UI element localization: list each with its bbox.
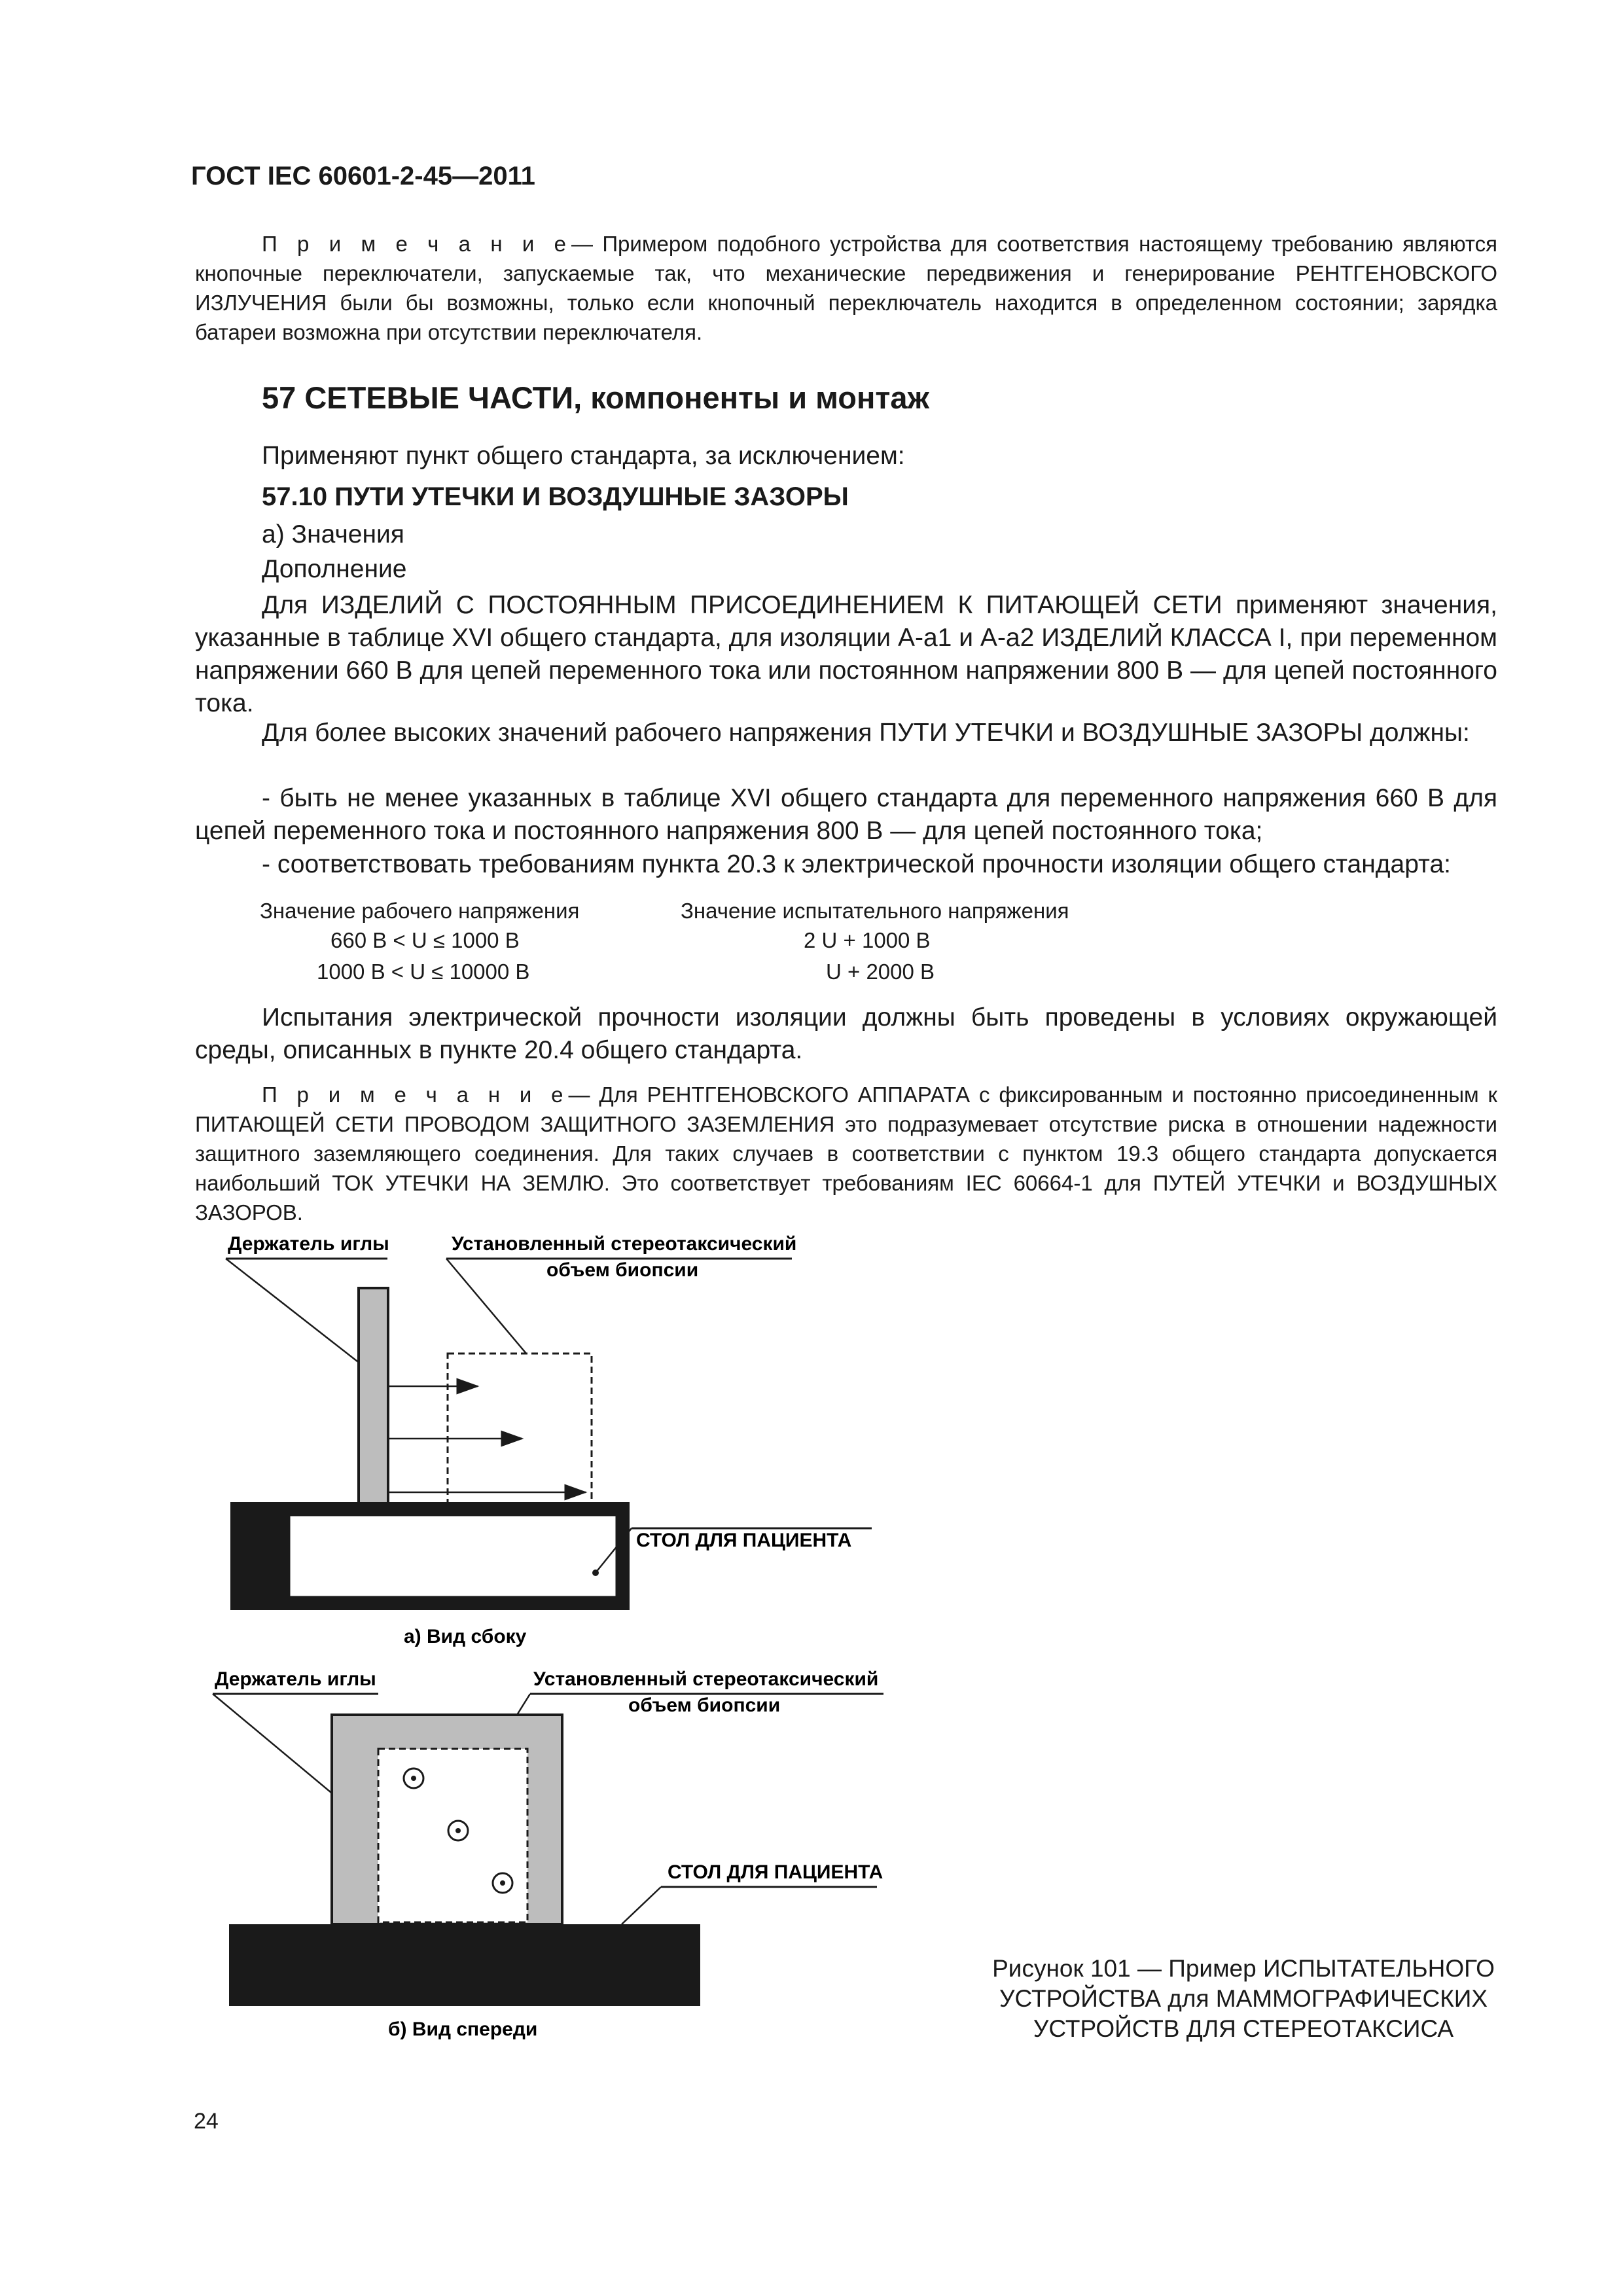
note-paragraph-2 — [195, 1080, 1497, 1227]
needle-holder-label: Держатель иглы — [228, 1233, 389, 1255]
paragraph-3: Испытания электрической прочности изоляции должны быть проведены в условиях окружающей среды, описанных в пункте 20.4 общего стандарта. — [195, 1003, 1497, 1064]
biopsy-volume — [378, 1749, 527, 1922]
table-label: СТОЛ ДЛЯ ПАЦИЕНТА — [668, 1861, 883, 1883]
figure-title-line3: УСТРОЙСТВ ДЛЯ СТЕРЕОТАКСИСА — [1033, 2015, 1454, 2042]
paragraph-2: Для более высоких значений рабочего напряжения ПУТИ УТЕЧКИ и ВОЗДУШНЫЕ ЗАЗОРЫ должны: — [262, 719, 1470, 747]
patient-table-inner — [289, 1515, 616, 1597]
table-leader — [622, 1887, 661, 1924]
table-col1-header: Значение рабочего напряжения — [260, 899, 580, 923]
front-view-caption: б) Вид спереди — [388, 2018, 538, 2040]
figure-title-line1: Рисунок 101 — Пример ИСПЫТАТЕЛЬНОГО — [992, 1955, 1495, 1982]
paragraph-1: Для ИЗДЕЛИЙ С ПОСТОЯННЫМ ПРИСОЕДИНЕНИЕМ К ПИТАЮЩЕЙ СЕТИ применяют значения, указанные в таблице XVI общего стандарта, для изоляции А-а1 и А-а2 ИЗДЕЛИЙ КЛАССА I, при переменном напряжении 660 В для цепей переменного тока или постоянном напряжении 800 В — для цепей постоянного тока. — [195, 591, 1497, 717]
volume-label-line1: Установленный стереотаксический — [533, 1668, 879, 1690]
patient-table — [229, 1924, 700, 2006]
section-5710-heading: 57.10 ПУТИ УТЕЧКИ И ВОЗДУШНЫЕ ЗАЗОРЫ — [262, 482, 849, 511]
volume-label-line2: объем биопсии — [546, 1259, 699, 1281]
page-number: 24 — [194, 2109, 219, 2134]
table-row-2-working: 1000 В < U ≤ 10000 В — [317, 960, 530, 984]
bullet-2: - соответствовать требованиям пункта 20.3 к электрической прочности изоляции общего стандарта: — [262, 850, 1451, 878]
section-57-heading: 57 СЕТЕВЫЕ ЧАСТИ, компоненты и монтаж — [262, 380, 929, 415]
side-view-caption: а) Вид сбоку — [404, 1626, 527, 1647]
figure-side-view — [216, 1230, 910, 1649]
figure-title — [916, 1954, 1571, 2044]
item-a: а) Значения — [262, 520, 404, 548]
note-text: — Примером подобного устройства для соответствия настоящему требованию являются кнопочные переключатели, запускаемые так, что механические передвижения и генерирование РЕНТГЕНОВСКОГО ИЗЛУЧЕНИЯ были бы возможны, только если кнопочный переключатель находится в определенном состоянии; зарядка батареи возможна при отсутствии переключателя. — [195, 232, 1497, 344]
volume-label-line1: Установленный стереотаксический — [452, 1233, 797, 1255]
volume-label-line2: объем биопсии — [628, 1695, 781, 1716]
note-label: П р и м е ч а н и е — [262, 1083, 569, 1107]
table-row-1-working: 660 В < U ≤ 1000 В — [330, 928, 520, 952]
needle-holder-label: Держатель иглы — [215, 1668, 376, 1690]
note-label: П р и м е ч а н и е — [262, 232, 571, 256]
table-row-2-test: U + 2000 В — [826, 960, 935, 984]
bullet-1: - быть не менее указанных в таблице XVI общего стандарта для переменного напряжения 660 В для цепей переменного тока и постоянного напряжения 800 В — для цепей постоянного тока; — [195, 784, 1497, 845]
table-col2-header: Значение испытательного напряжения — [681, 899, 1069, 923]
volume-leader — [446, 1259, 530, 1358]
addition-label: Дополнение — [262, 555, 407, 583]
document-header: ГОСТ IEC 60601-2-45—2011 — [191, 162, 535, 190]
note-paragraph-1 — [195, 229, 1497, 347]
table-row-1-test: 2 U + 1000 В — [804, 928, 931, 952]
table-label: СТОЛ ДЛЯ ПАЦИЕНТА — [636, 1530, 852, 1551]
figure-title-line2: УСТРОЙСТВА для МАММОГРАФИЧЕСКИХ — [999, 1985, 1488, 2012]
note-text: — Для РЕНТГЕНОВСКОГО АППАРАТА с фиксированным и постоянно присоединенным к ПИТАЮЩЕЙ СЕТИ ПРОВОДОМ ЗАЩИТНОГО ЗАЗЕМЛЕНИЯ это подразумевает отсутствие риска в отношении надежности защитного заземляющего соединения. Для таких случаев в соответствии с пунктом 19.3 общего стандарта допускается наибольший ТОК УТЕЧКИ НА ЗЕМЛЮ. Это соответствует требованиям IEC 60664-1 для ПУТЕЙ УТЕЧКИ и ВОЗДУШНЫХ ЗАЗОРОВ. — [195, 1083, 1497, 1225]
section-57-intro: Применяют пункт общего стандарта, за исключением: — [262, 442, 905, 470]
needle-holder-leader — [226, 1259, 378, 1378]
figure-front-view — [203, 1666, 910, 2042]
